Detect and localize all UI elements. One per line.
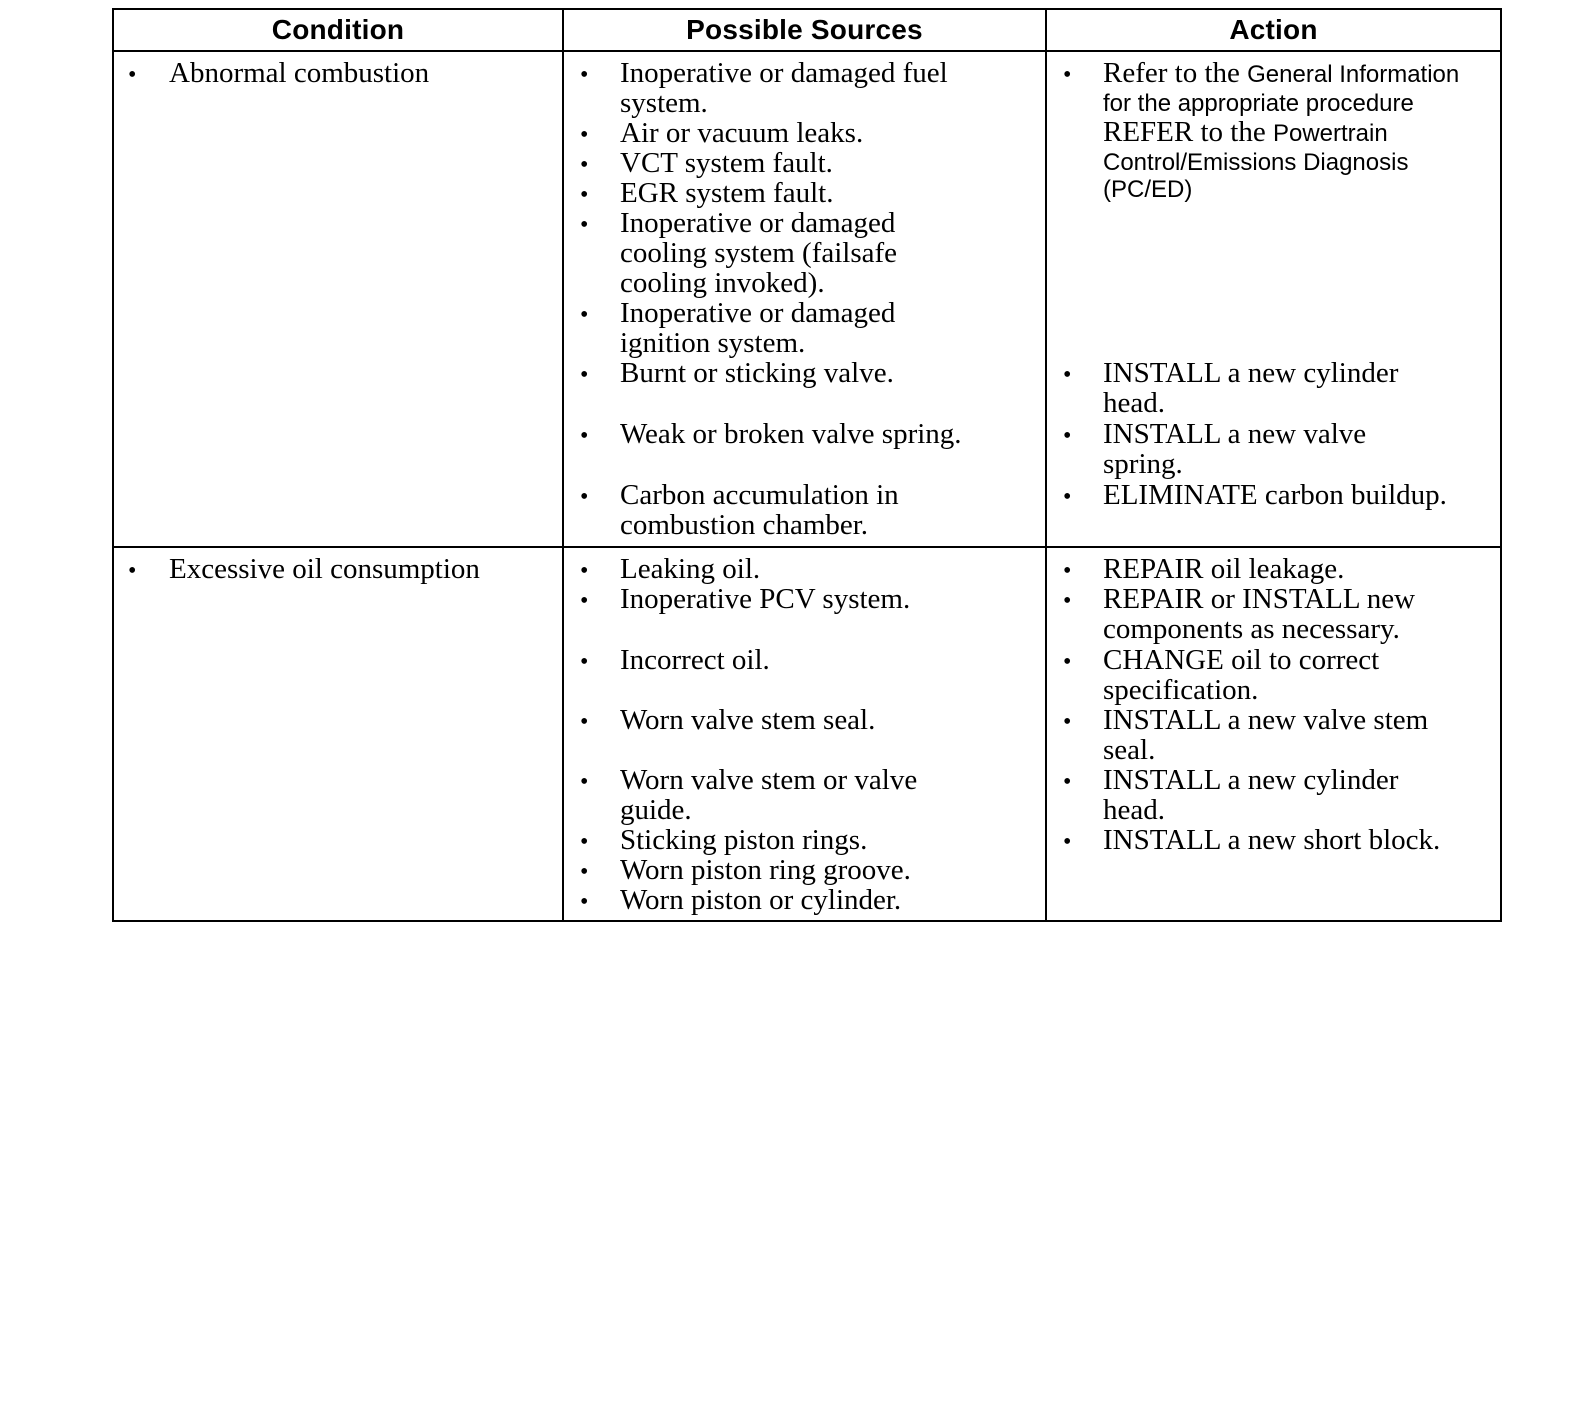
condition-cell: • Excessive oil consumption bbox=[113, 547, 563, 921]
source-item: Inoperative or damaged ignition system. bbox=[620, 297, 896, 359]
source-item: Worn valve stem seal. bbox=[620, 704, 876, 736]
action-item: INSTALL a new short block. bbox=[1103, 824, 1441, 856]
source-item: Inoperative PCV system. bbox=[620, 583, 911, 615]
source-item: Inoperative or damaged fuel system. bbox=[620, 57, 948, 119]
condition-cell bbox=[113, 51, 563, 547]
source-item: Worn piston ring groove. bbox=[620, 854, 911, 886]
source-item: Leaking oil. bbox=[620, 553, 761, 585]
action-cell: • Refer to the General Information for the appropriate procedure REFER to the Powertrain Control/Emissions Diagnosis (PC/ED) • INSTALL a new cylinder head. • INSTALL a new valve spring. • ELIMINATE carbon buildup. bbox=[1046, 51, 1501, 547]
header-row bbox=[113, 9, 1501, 51]
source-item: Burnt or sticking valve. bbox=[620, 357, 894, 389]
action-item: Refer to the General Information for the appropriate procedure REFER to the Powertrain Control/Emissions Diagnosis (PC/ED) bbox=[1103, 57, 1460, 203]
source-item: Carbon accumulation in combustion chamber. bbox=[620, 479, 899, 541]
sources-cell: • Inoperative or damaged fuel system. • Air or vacuum leaks. • VCT system fault. • EGR system fault. • Inoperative or damaged cooling system (failsafe cooling invoked). • Inoperative or damaged ignition system. • Burnt or sticking valve. • Weak or broken valve spring. • Carbon accumulation in combustion chamber. bbox=[563, 51, 1046, 547]
action-item: ELIMINATE carbon buildup. bbox=[1103, 479, 1447, 511]
action-item: CHANGE oil to correct specification. bbox=[1103, 644, 1380, 706]
action-item: REPAIR oil leakage. bbox=[1103, 553, 1345, 585]
action-item: INSTALL a new valve spring. bbox=[1103, 418, 1367, 480]
action-item: INSTALL a new valve stem seal. bbox=[1103, 704, 1429, 766]
source-item: Worn valve stem or valve guide. bbox=[620, 764, 918, 826]
diagnosis-table bbox=[112, 8, 1502, 922]
table-row bbox=[113, 51, 1501, 547]
action-item: REPAIR or INSTALL new components as necessary. bbox=[1103, 583, 1416, 645]
sources-cell: • Leaking oil. • Inoperative PCV system. • Incorrect oil. • Worn valve stem seal. • Worn valve stem or valve guide. • Sticking piston rings. • Worn piston ring groove. • Worn piston or cylinder. bbox=[563, 547, 1046, 921]
condition-text: Excessive oil consumption bbox=[169, 553, 480, 585]
header-possible-sources: Possible Sources bbox=[563, 9, 1046, 51]
action-item: INSTALL a new cylinder head. bbox=[1103, 764, 1399, 826]
table-row bbox=[113, 547, 1501, 921]
source-item: Incorrect oil. bbox=[620, 644, 770, 676]
bullet: • bbox=[128, 62, 137, 88]
source-item: EGR system fault. bbox=[620, 177, 834, 209]
source-item: Air or vacuum leaks. bbox=[620, 117, 864, 149]
source-item: Inoperative or damaged cooling system (failsafe cooling invoked). bbox=[620, 207, 898, 299]
action-item: INSTALL a new cylinder head. bbox=[1103, 357, 1399, 419]
action-cell: • REPAIR oil leakage. • REPAIR or INSTALL new components as necessary. • CHANGE oil to correct specification. • INSTALL a new valve stem seal. • INSTALL a new cylinder head. • INSTALL a new short block. bbox=[1046, 547, 1501, 921]
source-item: Worn piston or cylinder. bbox=[620, 884, 902, 916]
header-condition: Condition bbox=[113, 9, 563, 51]
source-item: VCT system fault. bbox=[620, 147, 833, 179]
source-item: Weak or broken valve spring. bbox=[620, 418, 962, 450]
source-item: Sticking piston rings. bbox=[620, 824, 868, 856]
condition-text: Abnormal combustion bbox=[169, 57, 430, 89]
header-action: Action bbox=[1046, 9, 1501, 51]
